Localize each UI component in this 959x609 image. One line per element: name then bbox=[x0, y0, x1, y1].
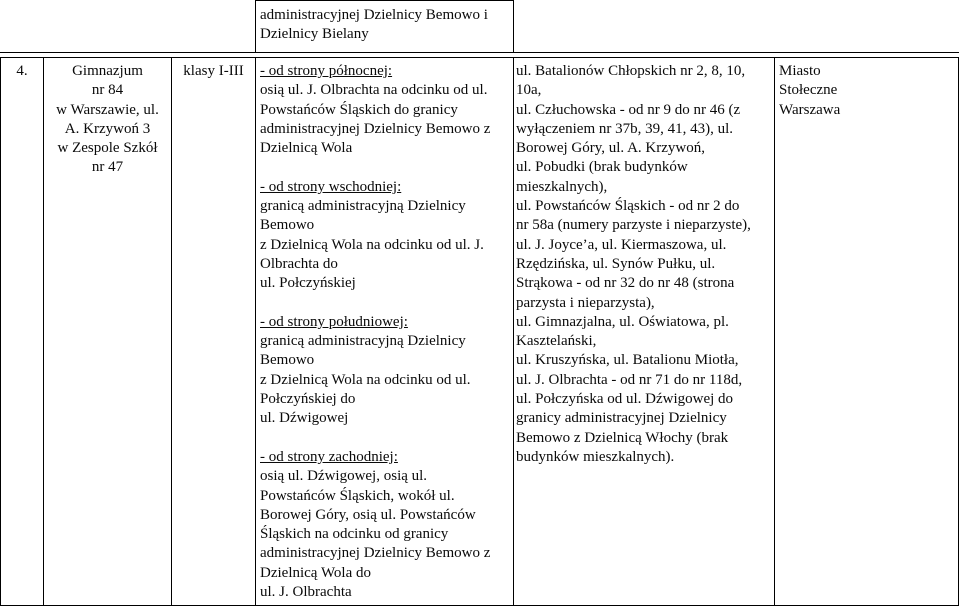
boundary-text: osią ul. J. Olbrachta na odcinku od ul. Powstańców Śląskich do granicy administracyjnej Dzielnicy Bemowo z Dzielnicą Wola bbox=[260, 82, 491, 157]
col-border bbox=[171, 57, 172, 606]
boundary-text: granicą administracyjną Dzielnicy Bemowo z Dzielnicą Wola na odcinku od ul. Połczyńskiej do ul. Dźwigowej bbox=[260, 333, 471, 427]
boundary-east bbox=[260, 178, 516, 294]
boundary-heading: - od strony południowej: bbox=[260, 313, 408, 330]
table-border-top-partial bbox=[255, 0, 513, 1]
classes-range: klasy I-III bbox=[183, 63, 244, 79]
boundary-south bbox=[260, 313, 516, 429]
boundary-heading: - od strony północnej: bbox=[260, 63, 393, 79]
school-name: Gimnazjum nr 84 w Warszawie, ul. A. Krzywoń 3 w Zespole Szkół nr 47 bbox=[56, 63, 159, 176]
col-border bbox=[255, 57, 256, 606]
governing-authority: Miasto Stołeczne Warszawa bbox=[779, 63, 841, 118]
table-border-bottom bbox=[0, 605, 959, 606]
boundary-text: osią ul. Dźwigowej, osią ul. Powstańców Śląskich, wokół ul. Borowej Góry, osią ul. Powstańców Śląskich na odcinku od granicy administracyjnej Dzielnicy Bemowo z Dzielnicą Wola do ul. J. Olbrachta bbox=[260, 468, 491, 601]
col-border-left bbox=[0, 57, 1, 606]
boundary-text: granicą administracyjną Dzielnicy Bemowo z Dzielnicą Wola na odcinku od ul. J. Olbrachta do ul. Połczyńskiej bbox=[260, 198, 484, 292]
prev-row-boundary-text: administracyjnej Dzielnicy Bemowo i Dzielnicy Bielany bbox=[260, 7, 488, 43]
row-number: 4. bbox=[16, 63, 28, 79]
boundary-heading: - od strony wschodniej: bbox=[260, 178, 402, 195]
boundary-west bbox=[260, 448, 516, 602]
col-border bbox=[513, 0, 514, 52]
row-divider bbox=[0, 52, 959, 53]
streets-list: ul. Batalionów Chłopskich nr 2, 8, 10, 10a, ul. Człuchowska - od nr 9 do nr 46 (z wyłączeniem nr 37b, 39, 41, 43), ul. Borowej Góry, ul. A. Krzywoń, ul. Pobudki (brak budynków mieszkalnych), ul. Powstańców Śląskich - od nr 2 do nr 58a (numery parzyste i nieparzyste), ul. J. Joyce’a, ul. Kiermaszowa, ul. Rzędzińska, ul. Synów Pułku, ul. Strąkowa - od nr 32 do nr 48 (strona parzysta i nieparzysta), ul. Gimnazjalna, ul. Oświatowa, pl. Kasztelański, ul. Kruszyńska, ul. Batalionu Miotła, ul. J. Olbrachta - od nr 71 do nr 118d, ul. Połczyńska od ul. Dźwigowej do granicy administracyjnej Dzielnicy Bemowo z Dzielnicą Włochy (brak budynków mieszkalnych). bbox=[516, 63, 751, 465]
col-border bbox=[255, 0, 256, 52]
col-border bbox=[774, 57, 775, 606]
row-divider-double bbox=[0, 57, 959, 58]
boundaries-cell bbox=[260, 62, 516, 602]
boundary-north bbox=[260, 62, 516, 158]
boundary-heading: - od strony zachodniej: bbox=[260, 448, 398, 465]
